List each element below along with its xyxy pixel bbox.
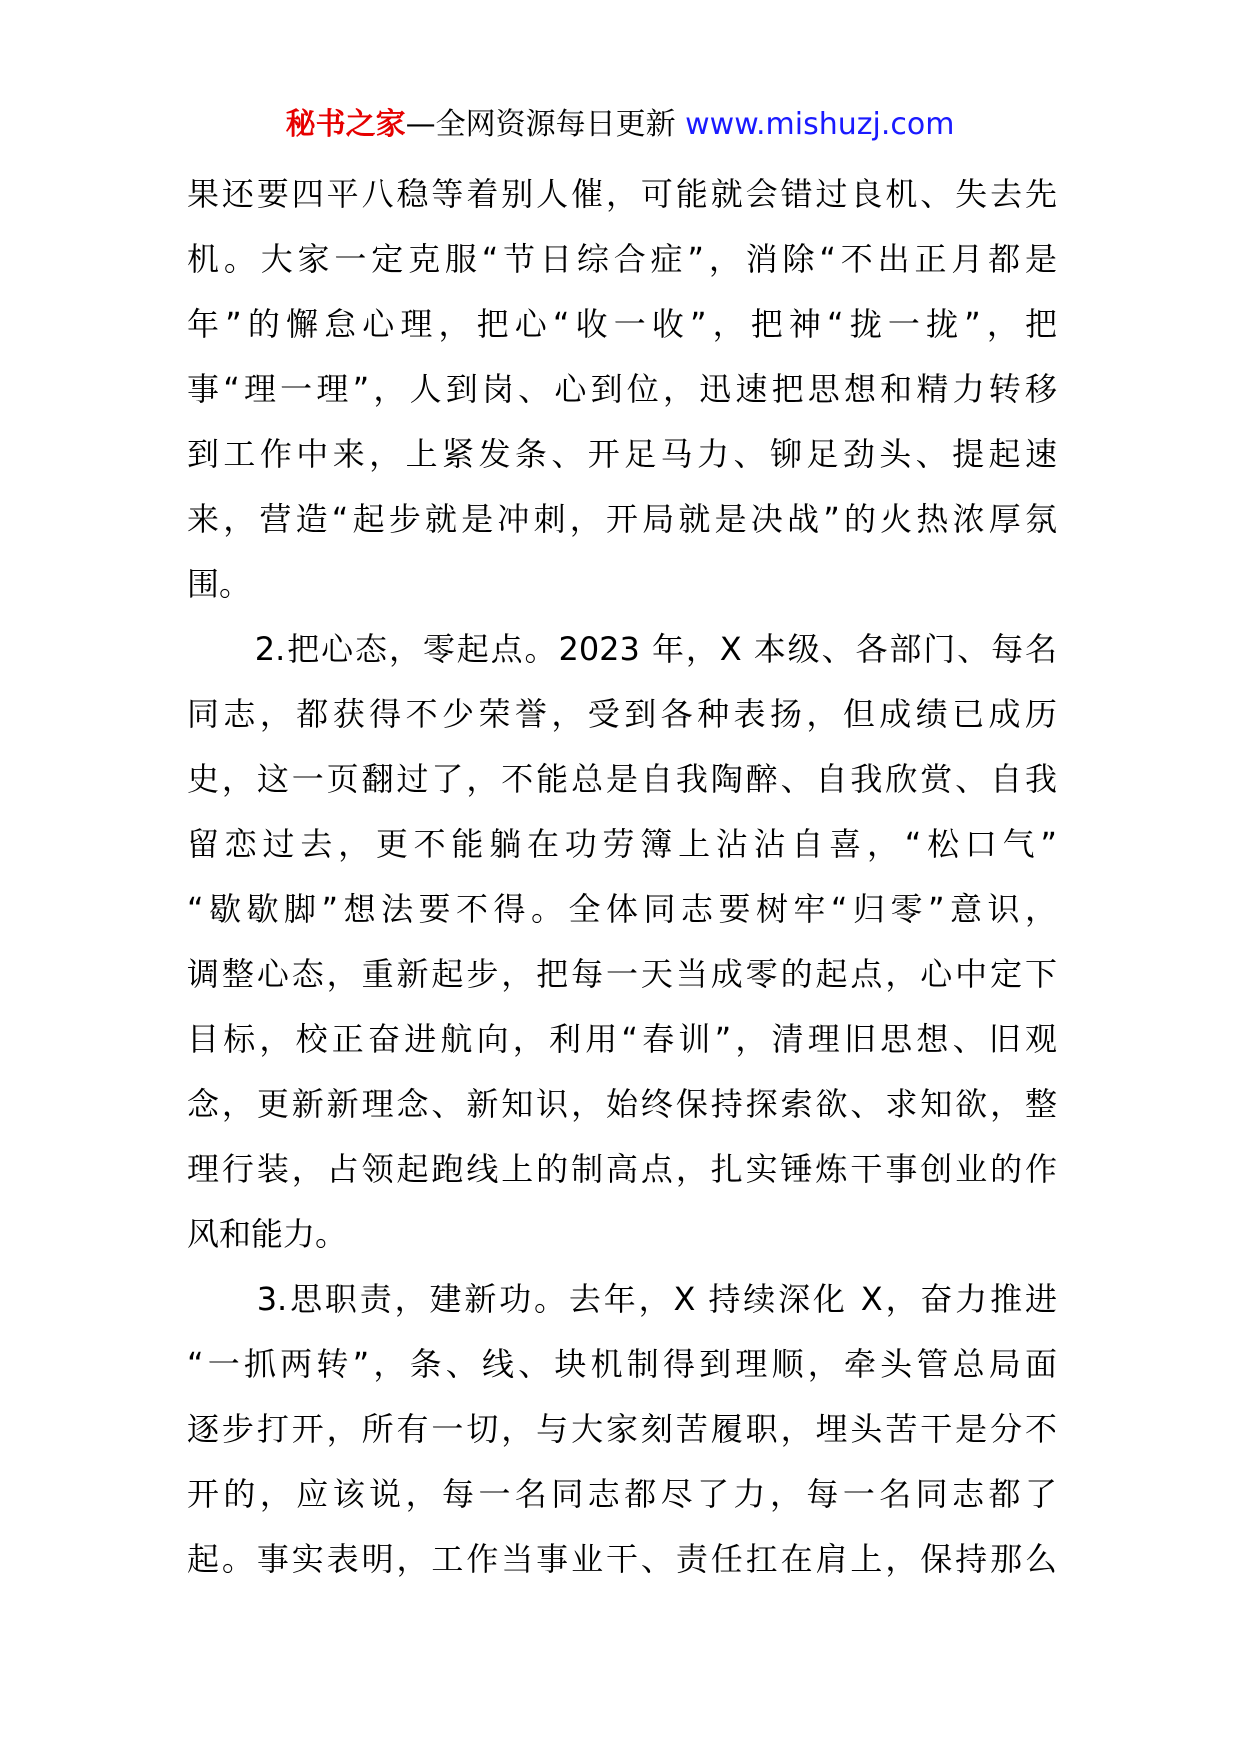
text-line: 留恋过去，更不能躺在功劳簿上沾沾自喜，“松口气”	[187, 825, 1057, 863]
text-line: “歇歇脚”想法要不得。全体同志要树牢“归零”意识，	[187, 890, 1057, 928]
paragraph-2	[187, 617, 1057, 1267]
text-line: 到工作中来，上紧发条、开足马力、铆足劲头、提起速	[187, 435, 1057, 473]
text-line: “一抓两转”，条、线、块机制得到理顺，牵头管总局面	[187, 1345, 1057, 1383]
text-line: 开的，应该说，每一名同志都尽了力，每一名同志都了	[187, 1475, 1057, 1513]
header-brand: 秘书之家	[285, 107, 406, 142]
header-site-link[interactable]: www.mishuzj.com	[685, 107, 955, 142]
text-line: 逐步打开，所有一切，与大家刻苦履职，埋头苦干是分不	[187, 1410, 1057, 1448]
text-line: 2.把心态，零起点。2023 年，X 本级、各部门、每名	[187, 630, 1057, 668]
text-line: 调整心态，重新起步，把每一天当成零的起点，心中定下	[187, 955, 1057, 993]
text-line: 风和能力。	[187, 1215, 348, 1253]
text-line: 理行装，占领起跑线上的制高点，扎实锤炼干事创业的作	[187, 1150, 1057, 1188]
paragraph-1	[187, 162, 1057, 617]
text-line: 围。	[187, 565, 252, 603]
text-line: 念，更新新理念、新知识，始终保持探索欲、求知欲，整	[187, 1085, 1057, 1123]
text-line: 年”的懈怠心理，把心“收一收”，把神“拢一拢”，把	[187, 305, 1057, 343]
text-line: 来，营造“起步就是冲刺，开局就是决战”的火热浓厚氛	[187, 500, 1057, 538]
paragraph-3	[187, 1267, 1057, 1592]
text-line: 史，这一页翻过了，不能总是自我陶醉、自我欣赏、自我	[187, 760, 1057, 798]
text-line: 同志，都获得不少荣誉，受到各种表扬，但成绩已成历	[187, 695, 1057, 733]
page-header	[0, 100, 1240, 150]
text-line: 起。事实表明，工作当事业干、责任扛在肩上，保持那么	[187, 1540, 1057, 1578]
header-slogan: —全网资源每日更新	[405, 107, 686, 142]
text-line: 机。大家一定克服“节日综合症”，消除“不出正月都是	[187, 240, 1057, 278]
text-line: 果还要四平八稳等着别人催，可能就会错过良机、失去先	[187, 175, 1057, 213]
text-line: 事“理一理”，人到岗、心到位，迅速把思想和精力转移	[187, 370, 1057, 408]
text-line: 目标，校正奋进航向，利用“春训”，清理旧思想、旧观	[187, 1020, 1057, 1058]
text-line: 3.思职责，建新功。去年，X 持续深化 X，奋力推进	[187, 1280, 1057, 1318]
document-body	[187, 162, 1057, 1592]
